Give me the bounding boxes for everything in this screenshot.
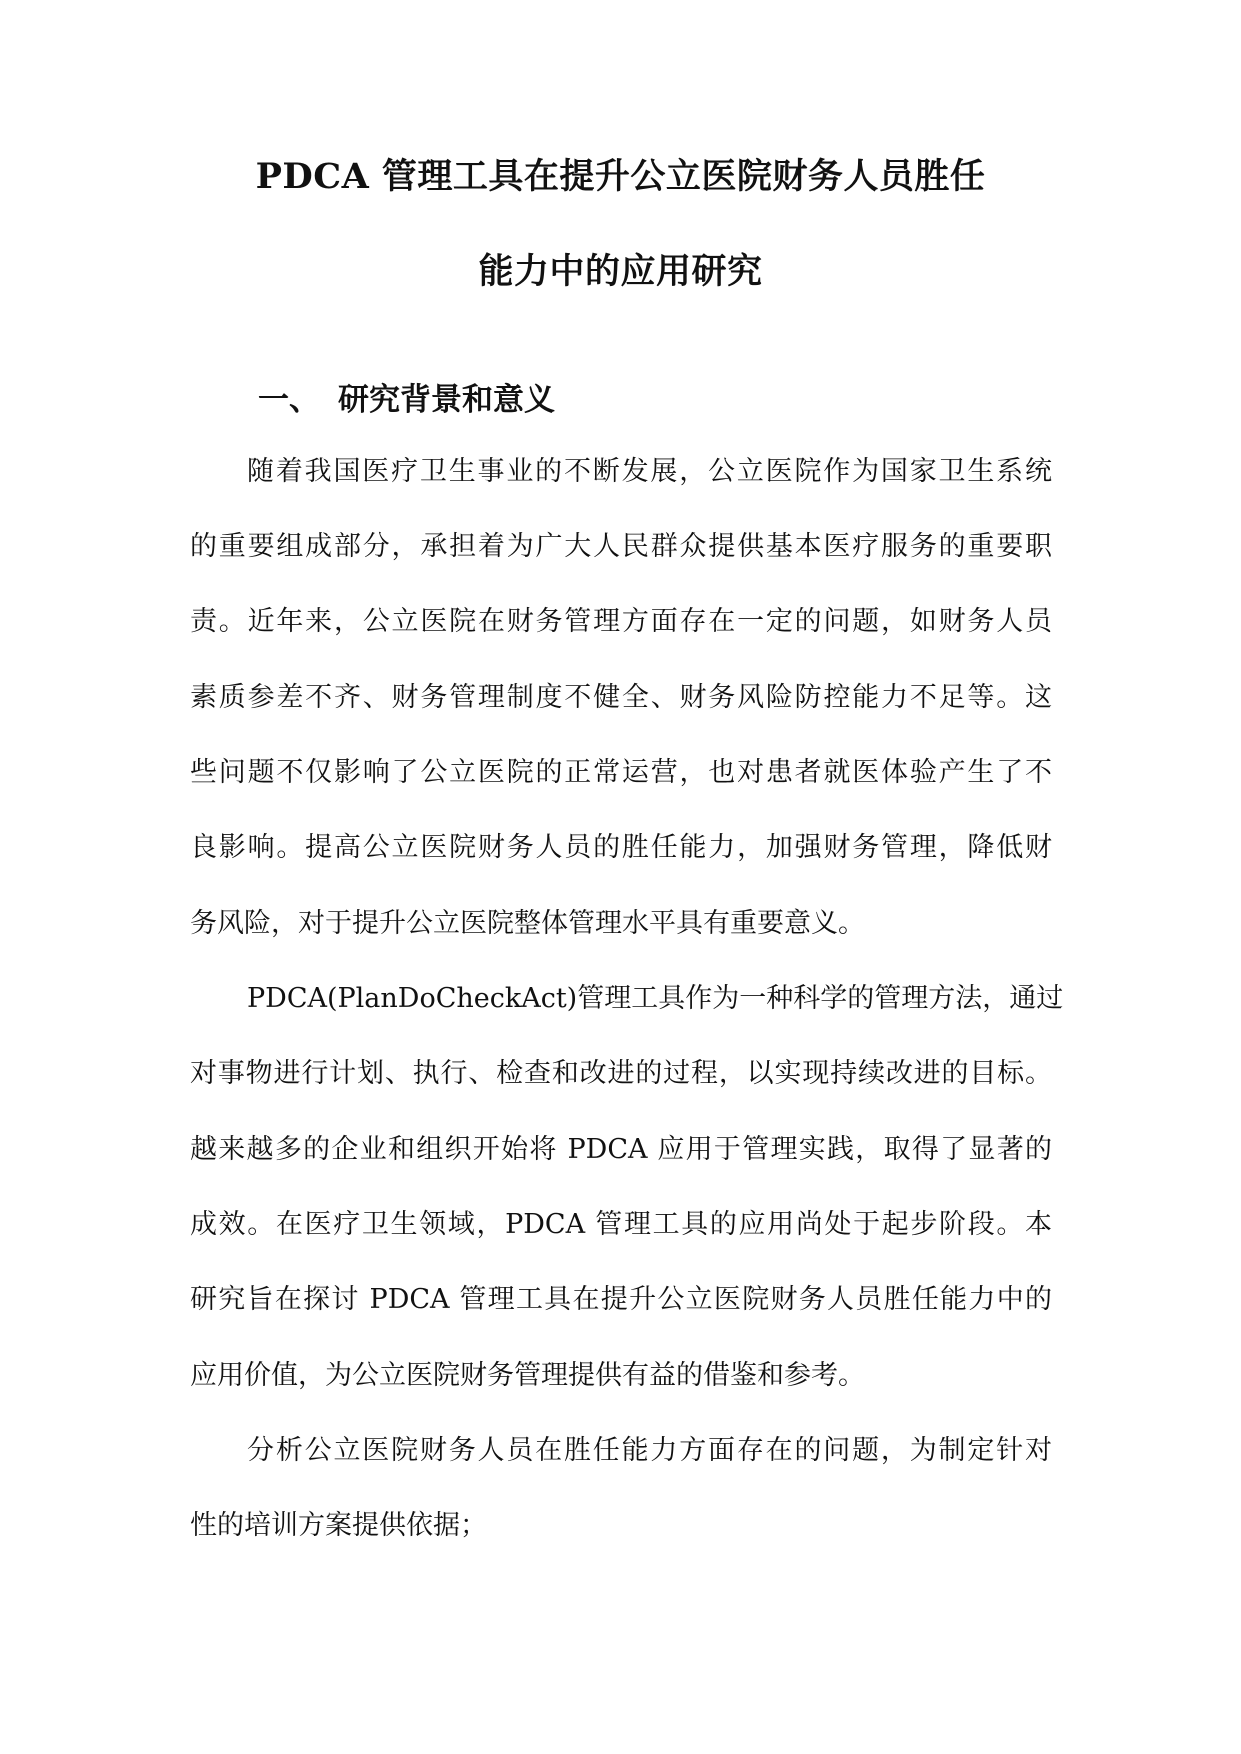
paragraph-1-line-2: 的重要组成部分，承担着为广大人民群众提供基本医疗服务的重要职 — [190, 531, 1052, 562]
paragraph-2-line-3: 越来越多的企业和组织开始将 PDCA 应用于管理实践，取得了显著的 — [190, 1134, 1052, 1165]
paragraph-2-line-5: 研究旨在探讨 PDCA 管理工具在提升公立医院财务人员胜任能力中的 — [190, 1284, 1052, 1315]
document-title-line-2: 能力中的应用研究 — [478, 251, 763, 292]
section-heading-text: 研究背景和意义 — [338, 382, 555, 418]
paragraph-1-line-3: 责。近年来，公立医院在财务管理方面存在一定的问题，如财务人员 — [190, 606, 1052, 637]
paragraph-1-line-6: 良影响。提高公立医院财务人员的胜任能力，加强财务管理，降低财 — [190, 832, 1052, 863]
paragraph-1-line-1: 随着我国医疗卫生事业的不断发展，公立医院作为国家卫生系统 — [247, 456, 1052, 487]
paragraph-1-line-7: 务风险，对于提升公立医院整体管理水平具有重要意义。 — [190, 908, 865, 939]
paragraph-3-line-1: 分析公立医院财务人员在胜任能力方面存在的问题，为制定针对 — [247, 1435, 1052, 1466]
paragraph-2-line-4: 成效。在医疗卫生领域，PDCA 管理工具的应用尚处于起步阶段。本 — [190, 1209, 1052, 1240]
document-title-line-1: PDCA 管理工具在提升公立医院财务人员胜任 — [255, 156, 986, 197]
section-number: 一、 — [258, 382, 320, 418]
paragraph-1-line-4: 素质参差不齐、财务管理制度不健全、财务风险防控能力不足等。这 — [190, 682, 1052, 713]
paragraph-1-line-5: 些问题不仅影响了公立医院的正常运营，也对患者就医体验产生了不 — [190, 757, 1052, 788]
paragraph-2-line-1: PDCA(PlanDoCheckAct)管理工具作为一种科学的管理方法，通过 — [247, 983, 1064, 1014]
section-heading — [258, 380, 555, 420]
paragraph-2-line-6: 应用价值，为公立医院财务管理提供有益的借鉴和参考。 — [190, 1360, 865, 1391]
paragraph-3-line-2: 性的培训方案提供依据； — [190, 1510, 487, 1541]
paragraph-2-line-2: 对事物进行计划、执行、检查和改进的过程，以实现持续改进的目标。 — [190, 1058, 1052, 1089]
